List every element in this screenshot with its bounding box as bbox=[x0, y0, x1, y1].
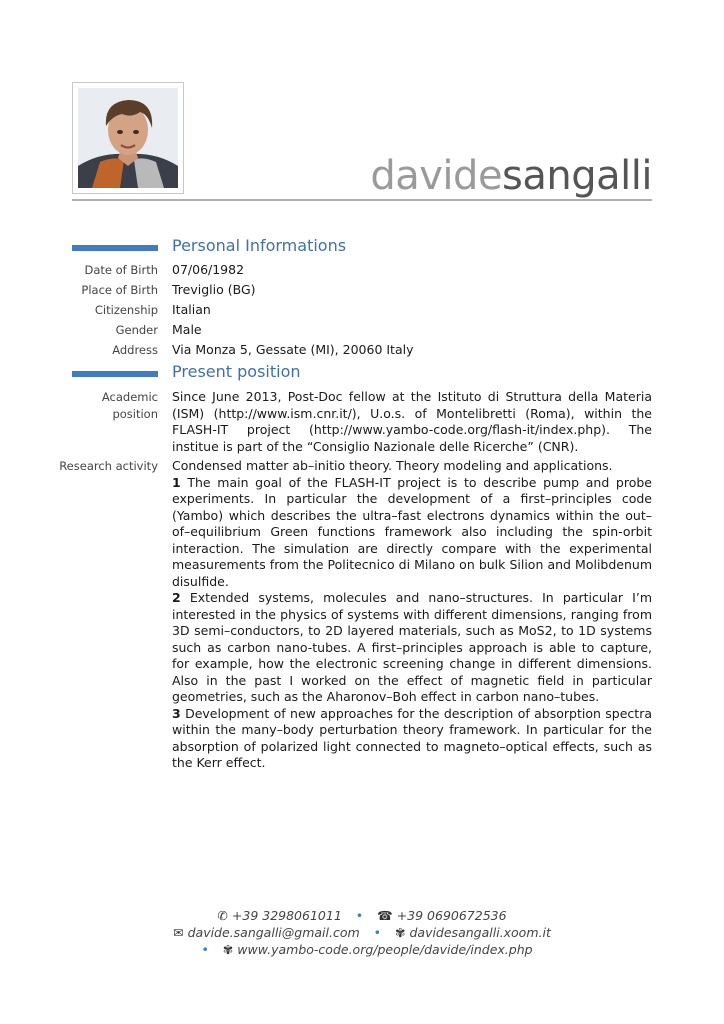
value-address: Via Monza 5, Gessate (MI), 20060 Italy bbox=[172, 342, 414, 357]
first-name: davide bbox=[370, 153, 503, 199]
label-citizenship: Citizenship bbox=[94, 303, 158, 317]
research-item-1 bbox=[172, 475, 652, 591]
research-item-1-text: The main goal of the FLASH-IT project is to describe pump and probe experiments. In particular the development of a first–principles code (Yambo) which describes the ultra–fast electrons dynamics within the out–of–equilibrium Green functions framework also including the spin-orbit interaction. The simulation are directly compare with the experimental measurements from the Politecnico di Milano on bulk Silion and Molibdenum disulfide. bbox=[172, 474, 652, 589]
mobile-phone-icon: ✆ bbox=[217, 908, 228, 923]
profile-photo bbox=[72, 82, 184, 194]
last-name: sangalli bbox=[502, 153, 652, 199]
label-academic-position bbox=[58, 389, 158, 422]
footer-line-phones bbox=[0, 908, 724, 924]
label-address: Address bbox=[112, 343, 158, 357]
footer-line-website bbox=[0, 942, 724, 958]
label-date-of-birth: Date of Birth bbox=[84, 263, 158, 277]
footer-mobile: +39 3298061011 bbox=[231, 908, 342, 923]
telephone-icon: ☎ bbox=[377, 908, 393, 923]
value-citizenship: Italian bbox=[172, 302, 211, 317]
section-bar-present bbox=[72, 371, 158, 377]
footer-phone: +39 0690672536 bbox=[396, 908, 507, 923]
research-item-2-number: 2 bbox=[172, 590, 181, 605]
section-bar-personal bbox=[72, 245, 158, 251]
footer-line-contacts bbox=[0, 925, 724, 941]
label-place-of-birth: Place of Birth bbox=[81, 283, 158, 297]
footer-separator: • bbox=[355, 908, 364, 923]
value-date-of-birth: 07/06/1982 bbox=[172, 262, 245, 277]
research-item-2 bbox=[172, 590, 652, 706]
value-academic-position: Since June 2013, Post-Doc fellow at the Istituto di Struttura della Materia (ISM) (http://www.ism.cnr.it/), U.o.s. of Montelibretti (Roma), within the FLASH-IT project (http://www.yambo-code.org/flash-it/index.php). The institue is part of the “Consiglio Nazionale delle Ricerche” (CNR). bbox=[172, 389, 652, 454]
research-item-1-number: 1 bbox=[172, 474, 181, 490]
name-divider bbox=[72, 199, 652, 201]
label-academic-line1: Academic bbox=[101, 390, 158, 404]
footer-homepage[interactable]: davidesangalli.xoom.it bbox=[409, 925, 551, 940]
label-gender: Gender bbox=[115, 323, 158, 337]
portrait-image bbox=[78, 88, 178, 188]
globe-icon: ✾ bbox=[222, 942, 234, 957]
section-title-personal: Personal Informations bbox=[172, 236, 347, 255]
value-research-activity bbox=[172, 458, 652, 772]
value-place-of-birth: Treviglio (BG) bbox=[172, 282, 256, 297]
research-item-3-number: 3 bbox=[172, 705, 181, 721]
envelope-icon: ✉ bbox=[173, 925, 184, 940]
globe-icon: ✾ bbox=[395, 925, 406, 940]
section-title-present: Present position bbox=[172, 362, 301, 381]
research-item-3 bbox=[172, 706, 652, 772]
footer-email[interactable]: davide.sangalli@gmail.com bbox=[187, 925, 360, 940]
footer-separator: • bbox=[373, 925, 382, 940]
footer-website[interactable]: www.yambo-code.org/people/davide/index.php bbox=[237, 942, 533, 957]
research-intro: Condensed matter ab–initio theory. Theory modeling and applications. bbox=[172, 458, 613, 473]
research-item-3-text: Development of new approaches for the description of absorption spectra within the many–body perturbation theory framework. In particular for the absorption of polarized light connected to magneto–optical effects, such as the Kerr effect. bbox=[172, 705, 652, 770]
label-academic-line2: position bbox=[112, 406, 158, 421]
footer-separator: • bbox=[201, 942, 209, 957]
value-gender: Male bbox=[172, 322, 202, 337]
research-item-2-text: Extended systems, molecules and nano–structures. In particular I’m interested in the physics of systems with different dimensions, ranging from 3D semi–conductors, to 2D layered materials, such as MoS2, to 1D systems such as carbon nano-tubes. A first–principles approach is able to capture, for example, how the electronic screening change in different dimensions. Also in the past I worked on the effect of magnetic field in particular geometries, such as the Aharonov–Boh effect in carbon nano–tubes. bbox=[172, 590, 652, 704]
name-heading bbox=[370, 152, 652, 200]
label-research-activity: Research activity bbox=[59, 459, 158, 473]
